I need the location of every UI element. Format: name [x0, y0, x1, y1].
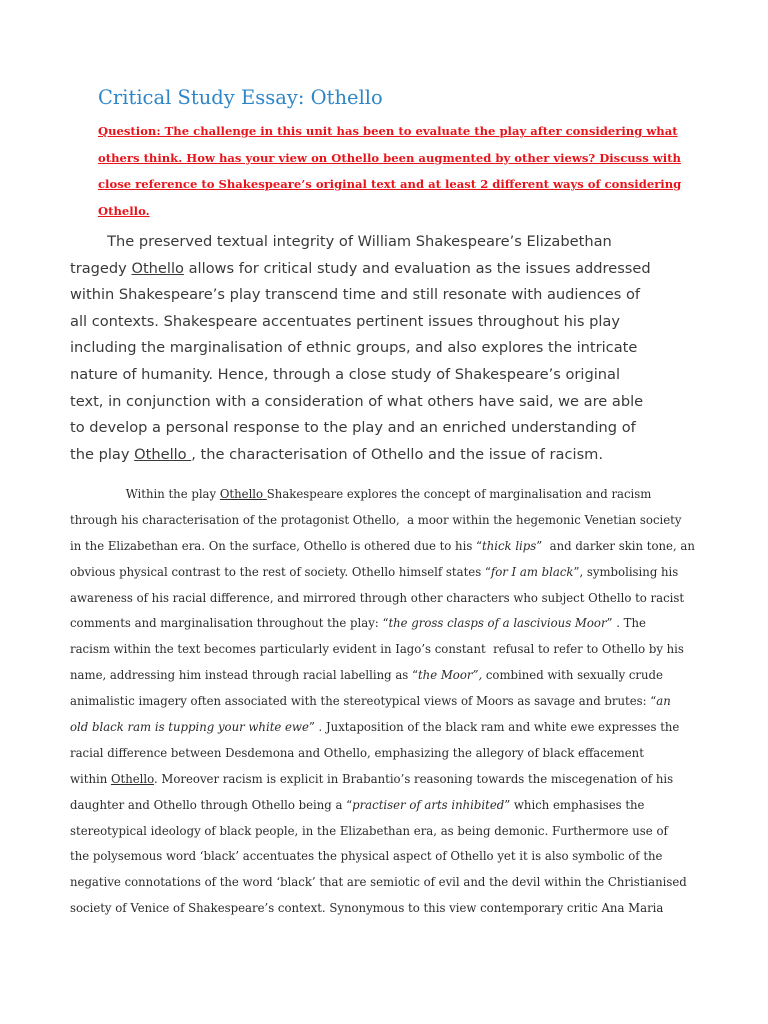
underlined-title: Othello — [219, 487, 267, 501]
text-run: Within the play — [70, 487, 220, 501]
text-line — [70, 282, 710, 309]
text-line — [70, 562, 710, 588]
text-run: through his characterisation of the protagonist Othello, a moor within the hegemonic Venetian society — [70, 512, 682, 527]
text-run: stereotypical ideology of black people, in the Elizabethan era, as being demonic. Furthermore use of — [70, 823, 668, 838]
text-line — [70, 415, 710, 442]
text-run: . Moreover racism is explicit in Brabantio’s reasoning towards the miscegenation of his — [153, 771, 674, 786]
intro-paragraph — [70, 229, 710, 468]
text-line — [70, 795, 710, 821]
text-run: the polysemous word ‘black’ accentuates the physical aspect of Othello yet it is also symbolic of the — [70, 849, 663, 864]
quotation: practiser of arts inhibited — [352, 797, 505, 812]
text-line — [70, 665, 710, 691]
question-line: others think. How has your view on Othello been augmented by other views? Discuss with — [98, 150, 681, 165]
text-line — [70, 898, 710, 924]
text-run: obvious physical contrast to the rest of society. Othello himself states “ — [70, 564, 491, 579]
text-line — [70, 229, 710, 256]
text-run: combined with sexually crude — [482, 668, 663, 683]
text-run: negative connotations of the word ‘black’ that are semiotic of evil and the devil within the Christianised — [70, 875, 687, 890]
text-line — [70, 691, 710, 717]
text-line — [70, 769, 710, 795]
text-run: text, in conjunction with a consideration of what others have said, we are able — [70, 392, 644, 410]
body-paragraph — [70, 484, 710, 924]
text-line — [70, 484, 710, 510]
underlined-title: Othello — [131, 259, 184, 277]
text-run: in the Elizabethan era. On the surface, Othello is othered due to his “ — [70, 538, 483, 553]
text-run: ” and darker skin tone, an — [536, 538, 695, 553]
underlined-title: Othello — [134, 445, 192, 463]
text-line — [70, 821, 710, 847]
underlined-title: Othello — [110, 771, 154, 786]
text-run: comments and marginalisation throughout the play: “ — [70, 616, 389, 631]
quotation: the Moor”, — [417, 668, 483, 683]
text-line — [70, 743, 710, 769]
text-run: to develop a personal response to the play and an enriched understanding of — [70, 419, 636, 437]
text-run: society of Venice of Shakespeare’s context. Synonymous to this view contemporary critic Ana Maria — [70, 901, 664, 916]
essay-title: Critical Study Essay: Othello — [98, 86, 383, 109]
text-line — [70, 588, 710, 614]
text-run: the play — [70, 445, 135, 463]
quotation: thick lips — [482, 538, 537, 553]
text-line — [70, 335, 710, 362]
text-line — [70, 256, 710, 283]
text-run: tragedy — [70, 259, 132, 277]
text-run: ”, symbolising his — [573, 564, 679, 579]
text-run: all contexts. Shakespeare accentuates pertinent issues throughout his play — [70, 312, 621, 330]
quotation: for I am black — [490, 564, 574, 579]
question-line: Othello. — [98, 203, 150, 218]
text-run: ” . The — [606, 616, 646, 631]
text-run: name, addressing him instead through racial labelling as “ — [70, 668, 418, 683]
text-line — [70, 510, 710, 536]
text-line — [70, 362, 710, 389]
essay-question — [98, 121, 698, 227]
text-run: within Shakespeare’s play transcend time and still resonate with audiences of — [70, 286, 641, 304]
text-run: animalistic imagery often associated with the stereotypical views of Moors as savage and brutes: “ — [70, 694, 657, 709]
text-run: nature of humanity. Hence, through a close study of Shakespeare’s original — [70, 365, 621, 383]
text-run: The preserved textual integrity of William Shakespeare’s Elizabethan — [70, 233, 612, 250]
text-line — [70, 639, 710, 665]
text-run: within — [70, 771, 111, 786]
text-run: racial difference between Desdemona and Othello, emphasizing the allegory of black effacement — [70, 745, 644, 760]
text-line — [70, 846, 710, 872]
text-line — [70, 309, 710, 336]
question-line: Question: The challenge in this unit has been to evaluate the play after considering what — [98, 124, 678, 138]
text-run: , the characterisation of Othello and the issue of racism. — [191, 445, 604, 463]
text-run: Shakespeare explores the concept of marginalisation and racism — [266, 487, 652, 501]
quotation: old black ram is tupping your white ewe — [70, 720, 309, 735]
text-line — [70, 872, 710, 898]
text-run: awareness of his racial difference, and mirrored through other characters who subject Othello to racist — [70, 590, 685, 605]
text-line — [70, 536, 710, 562]
text-line — [70, 613, 710, 639]
text-line — [70, 717, 710, 743]
text-run: racism within the text becomes particularly evident in Iago’s constant refusal to refer to Othello by his — [70, 642, 684, 657]
text-run: daughter and Othello through Othello being a “ — [70, 797, 353, 812]
text-run: ” which emphasises the — [504, 797, 645, 812]
quotation: the gross clasps of a lascivious Moor — [388, 616, 607, 631]
text-run: allows for critical study and evaluation as the issues addressed — [183, 259, 651, 277]
quotation: an — [656, 694, 671, 709]
text-run: including the marginalisation of ethnic groups, and also explores the intricate — [70, 339, 638, 357]
text-run: ” . Juxtaposition of the black ram and white ewe expresses the — [308, 720, 680, 735]
text-line — [70, 389, 710, 416]
text-line — [70, 442, 710, 469]
question-line: close reference to Shakespeare’s original text and at least 2 different ways of considering — [98, 177, 682, 191]
